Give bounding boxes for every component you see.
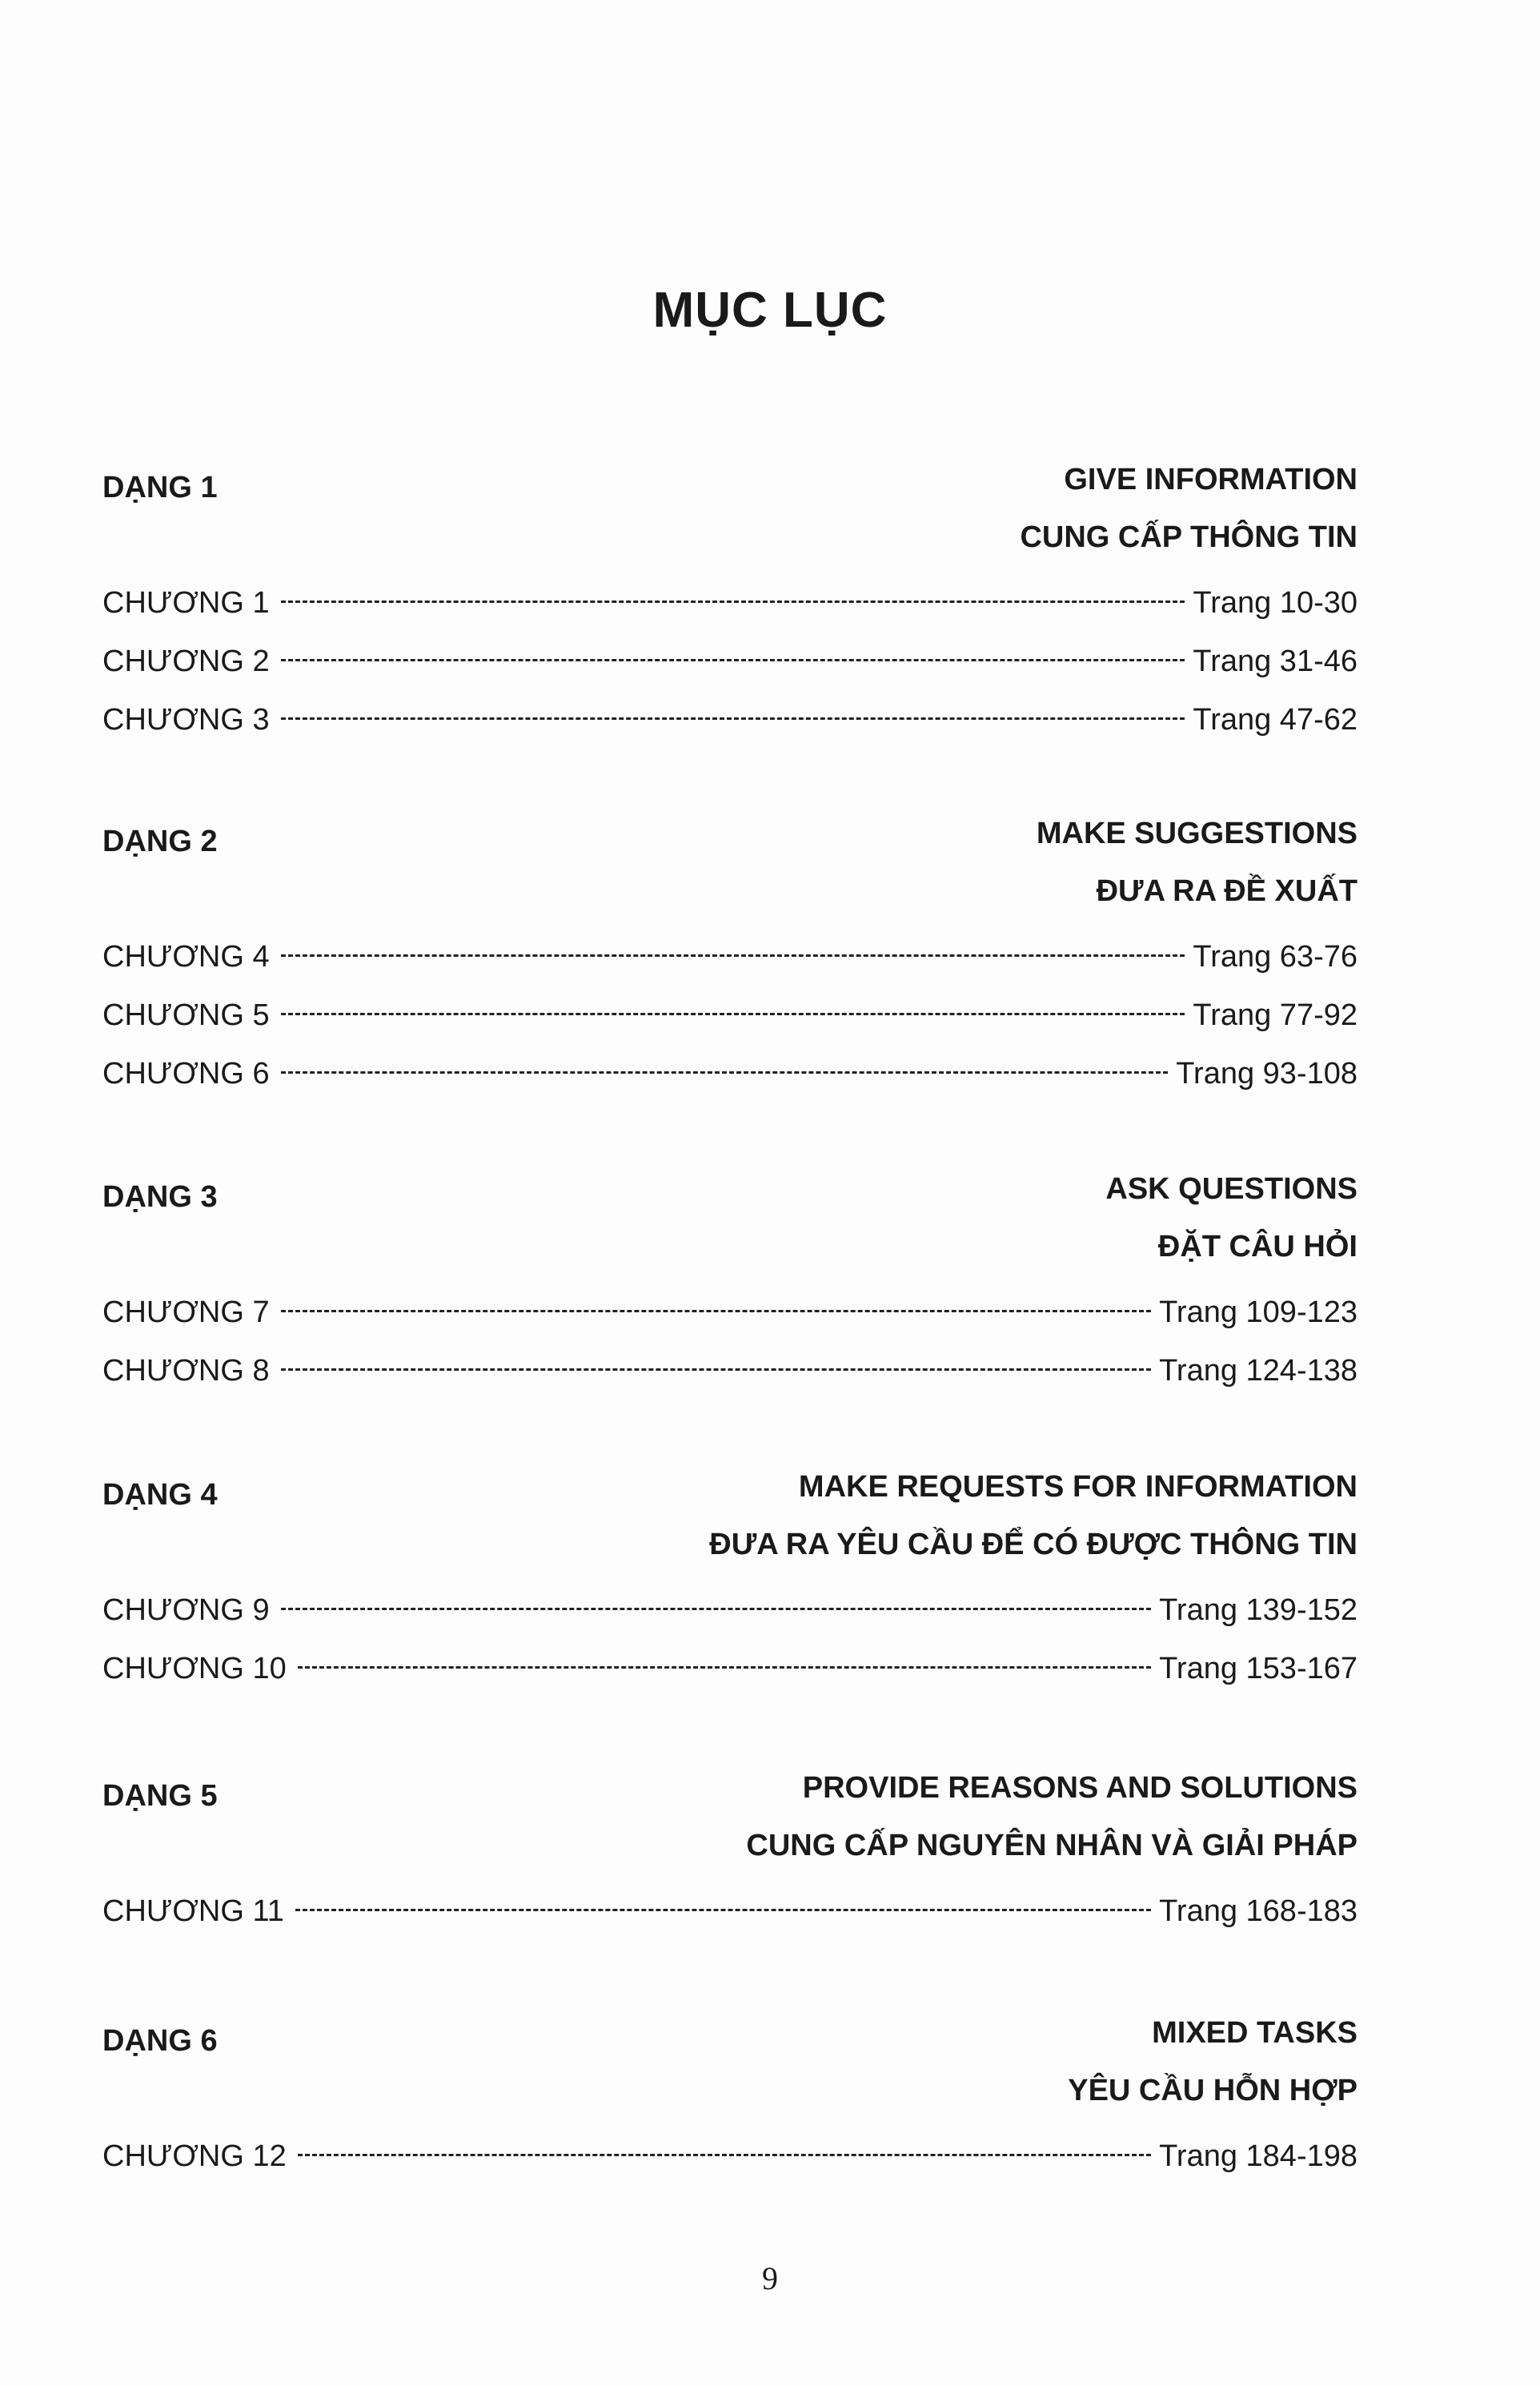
leader-dashes bbox=[281, 1310, 1152, 1312]
section-title-vietnamese: CUNG CẤP THÔNG TIN bbox=[1020, 520, 1358, 554]
toc-entry[interactable] bbox=[88, 1295, 1369, 1354]
section-label: DẠNG 4 bbox=[102, 1478, 218, 1512]
toc-entry[interactable] bbox=[88, 1593, 1369, 1652]
toc-section-4 bbox=[88, 1470, 1369, 1710]
section-title-vietnamese: CUNG CẤP NGUYÊN NHÂN VÀ GIẢI PHÁP bbox=[746, 1829, 1358, 1862]
toc-entry[interactable] bbox=[88, 2139, 1369, 2198]
chapter-name: CHƯƠNG 10 bbox=[102, 1652, 287, 1685]
toc-section-5 bbox=[88, 1771, 1369, 1953]
chapter-name: CHƯƠNG 2 bbox=[102, 645, 270, 678]
leader-dashes bbox=[281, 1608, 1152, 1610]
page-number: 9 bbox=[762, 2260, 778, 2296]
toc-section-2 bbox=[88, 817, 1369, 1115]
toc-entry[interactable] bbox=[88, 586, 1369, 645]
toc-entry[interactable] bbox=[88, 703, 1369, 761]
toc-entry[interactable] bbox=[88, 1894, 1369, 1953]
chapter-pages: Trang 47-62 bbox=[1193, 703, 1358, 737]
leader-dashes bbox=[281, 717, 1185, 720]
chapter-name: CHƯƠNG 7 bbox=[102, 1295, 270, 1329]
chapter-name: CHƯƠNG 8 bbox=[102, 1354, 270, 1388]
section-title-english: PROVIDE REASONS AND SOLUTIONS bbox=[802, 1771, 1358, 1805]
leader-dashes bbox=[281, 1013, 1185, 1015]
toc-section-6 bbox=[88, 2016, 1369, 2198]
section-title-vietnamese: ĐẶT CÂU HỎI bbox=[1157, 1230, 1358, 1263]
toc-entry[interactable] bbox=[88, 1652, 1369, 1710]
chapter-name: CHƯƠNG 11 bbox=[102, 1894, 284, 1928]
toc-entry[interactable] bbox=[88, 940, 1369, 998]
section-label: DẠNG 3 bbox=[102, 1180, 218, 1214]
chapter-pages: Trang 93-108 bbox=[1176, 1057, 1358, 1091]
chapter-pages: Trang 168-183 bbox=[1159, 1894, 1358, 1928]
chapter-name: CHƯƠNG 3 bbox=[102, 703, 270, 737]
chapter-name: CHƯƠNG 9 bbox=[102, 1593, 270, 1627]
section-label: DẠNG 2 bbox=[102, 825, 218, 858]
chapter-pages: Trang 153-167 bbox=[1159, 1652, 1358, 1685]
chapter-pages: Trang 31-46 bbox=[1193, 645, 1358, 678]
chapter-pages: Trang 77-92 bbox=[1193, 998, 1358, 1032]
section-label: DẠNG 5 bbox=[102, 1779, 218, 1813]
chapter-name: CHƯƠNG 1 bbox=[102, 586, 270, 620]
page-title: MỤC LỤC bbox=[652, 283, 888, 338]
chapter-name: CHƯƠNG 6 bbox=[102, 1057, 270, 1091]
toc-section-1 bbox=[88, 463, 1369, 761]
toc-entry[interactable] bbox=[88, 1057, 1369, 1115]
toc-entry[interactable] bbox=[88, 645, 1369, 703]
section-title-english: MIXED TASKS bbox=[1152, 2016, 1358, 2050]
section-label: DẠNG 6 bbox=[102, 2024, 218, 2058]
chapter-pages: Trang 109-123 bbox=[1159, 1295, 1358, 1329]
section-label: DẠNG 1 bbox=[102, 471, 218, 504]
toc-entry[interactable] bbox=[88, 1354, 1369, 1412]
chapter-name: CHƯƠNG 4 bbox=[102, 940, 270, 974]
section-title-english: MAKE REQUESTS FOR INFORMATION bbox=[798, 1470, 1358, 1504]
leader-dashes bbox=[295, 1909, 1151, 1911]
leader-dashes bbox=[298, 1666, 1151, 1669]
section-title-vietnamese: ĐƯA RA ĐỀ XUẤT bbox=[1096, 874, 1358, 908]
section-title-english: GIVE INFORMATION bbox=[1064, 463, 1358, 496]
chapter-pages: Trang 139-152 bbox=[1159, 1593, 1358, 1627]
chapter-name: CHƯƠNG 12 bbox=[102, 2139, 287, 2173]
chapter-pages: Trang 184-198 bbox=[1159, 2139, 1358, 2173]
leader-dashes bbox=[281, 1368, 1152, 1371]
chapter-pages: Trang 10-30 bbox=[1193, 586, 1358, 620]
leader-dashes bbox=[298, 2154, 1151, 2156]
section-title-vietnamese: ĐƯA RA YÊU CẦU ĐỂ CÓ ĐƯỢC THÔNG TIN bbox=[709, 1528, 1358, 1561]
section-title-vietnamese: YÊU CẦU HỖN HỢP bbox=[1068, 2074, 1358, 2107]
leader-dashes bbox=[281, 601, 1185, 603]
leader-dashes bbox=[281, 954, 1185, 957]
leader-dashes bbox=[281, 1071, 1169, 1074]
section-title-english: ASK QUESTIONS bbox=[1105, 1172, 1358, 1206]
toc-section-3 bbox=[88, 1172, 1369, 1412]
chapter-pages: Trang 63-76 bbox=[1193, 940, 1358, 974]
section-title-english: MAKE SUGGESTIONS bbox=[1036, 817, 1358, 850]
leader-dashes bbox=[281, 659, 1185, 661]
chapter-name: CHƯƠNG 5 bbox=[102, 998, 270, 1032]
chapter-pages: Trang 124-138 bbox=[1159, 1354, 1358, 1388]
toc-entry[interactable] bbox=[88, 998, 1369, 1057]
